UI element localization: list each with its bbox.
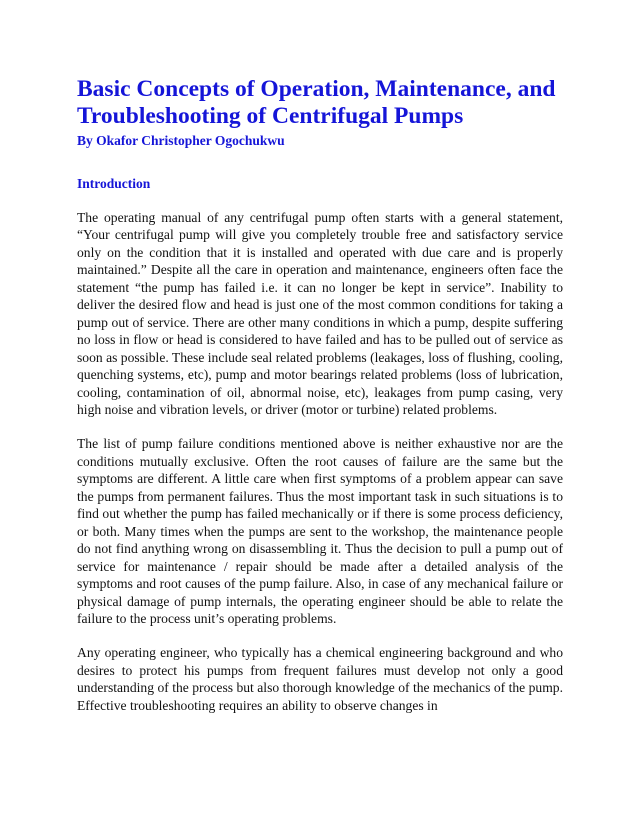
paragraph-2: The list of pump failure conditions mentioned above is neither exhaustive nor are the conditions mutually exclusive. Often the root causes of failure are the same but the symptoms are different. A little care when first symptoms of a problem appear can save the pumps from permanent failures. Thus the most important task in such situations is to find out whether the pump has failed mechanically or if there is some process deficiency, or both. Many times when the pumps are sent to the workshop, the maintenance people do not find anything wrong on disassembling it. Thus the decision to pull a pump out of service for maintenance / repair should be made after a detailed analysis of the symptoms and root causes of the pump failure. Also, in case of any mechanical failure or physical damage of pump internals, the operating engineer should be able to relate the failure to the process unit’s operating problems. (77, 436, 563, 626)
section-heading-introduction: Introduction (77, 176, 151, 191)
paragraph-3: Any operating engineer, who typically has a chemical engineering background and who desires to protect his pumps from frequent failures must develop not only a good understanding of the process but also thorough knowledge of the mechanics of the pump. Effective troubleshooting requires an ability to observe changes in (77, 645, 563, 713)
document-title: Basic Concepts of Operation, Maintenance, and Troubleshooting of Centrifugal Pumps (77, 76, 556, 129)
paragraph-1: The operating manual of any centrifugal pump often starts with a general statement, “Your centrifugal pump will give you completely trouble free and satisfactory service only on the condition that it is installed and operated with due care and is properly maintained.” Despite all the care in operation and maintenance, engineers often face the statement “the pump has failed i.e. it can no longer be kept in service”. Inability to deliver the desired flow and head is just one of the most common conditions for taking a pump out of service. There are other many conditions in which a pump, despite suffering no loss in flow or head is considered to have failed and has to be pulled out of service as soon as possible. These include seal related problems (leakages, loss of flushing, cooling, quenching systems, etc), pump and motor bearings related problems (loss of lubrication, cooling, contamination of oil, abnormal noise, etc), leakages from pump casing, very high noise and vibration levels, or driver (motor or turbine) related problems. (77, 210, 563, 417)
document-author: By Okafor Christopher Ogochukwu (77, 133, 285, 148)
document-content (77, 76, 563, 714)
